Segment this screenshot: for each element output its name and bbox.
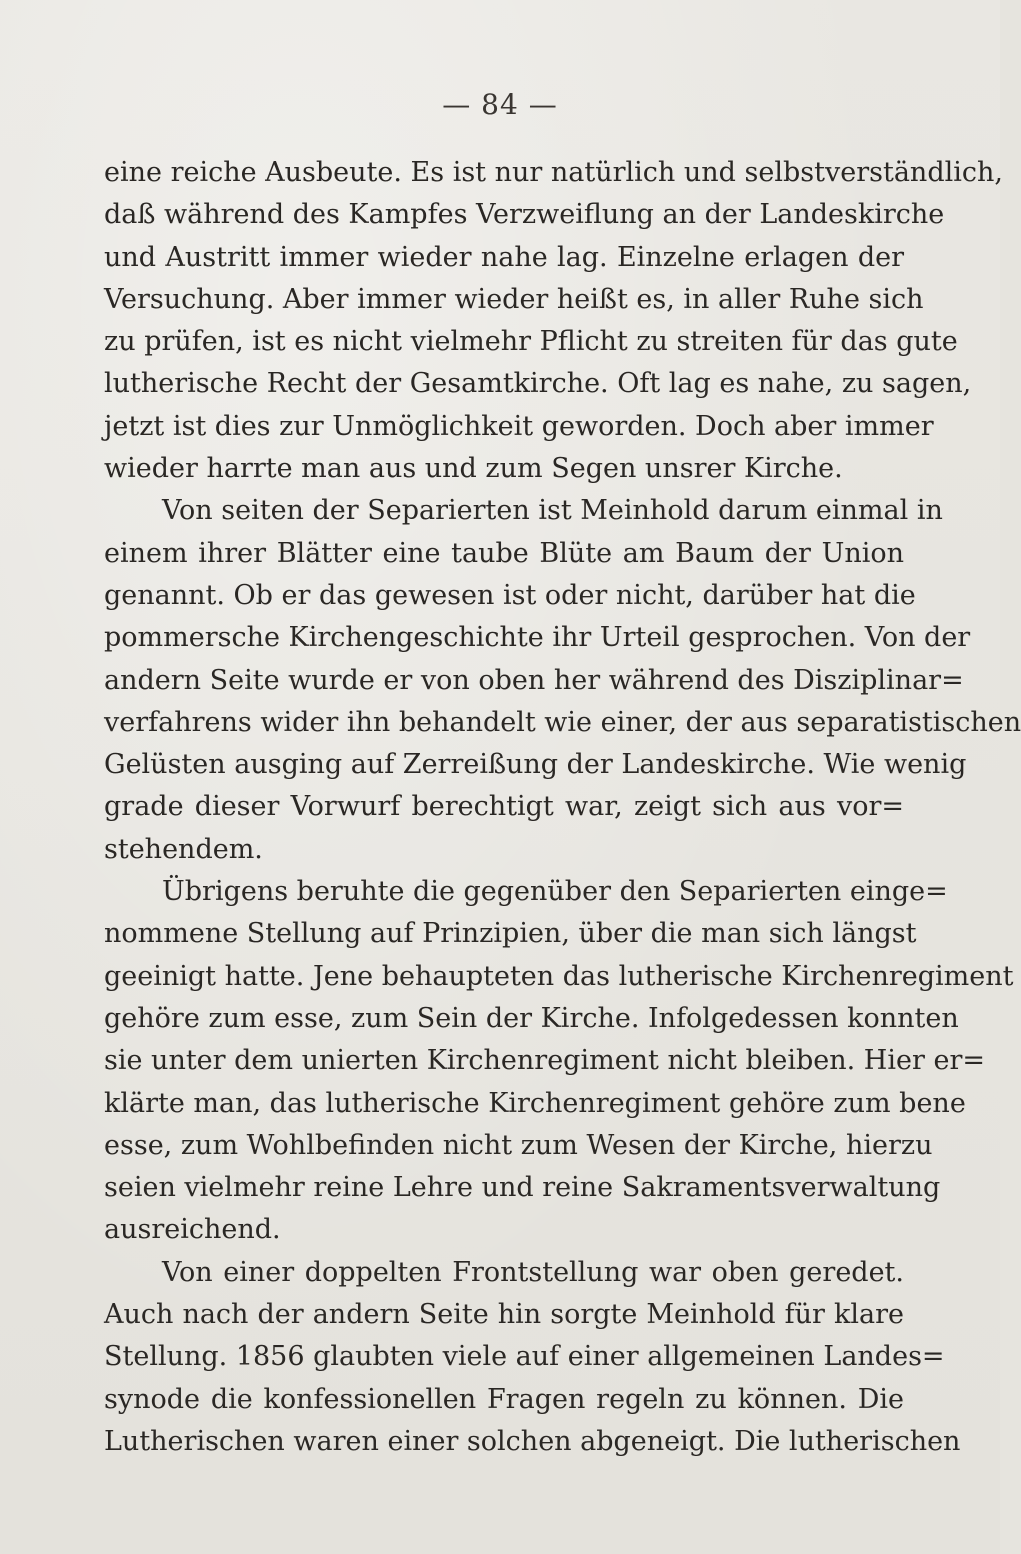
text-line: klärte man, das lutherische Kirchenregiment gehöre zum bene <box>104 1087 966 1119</box>
text-line: stehendem. <box>104 833 263 865</box>
text-line: Versuchung. Aber immer wieder heißt es, in aller Ruhe sich <box>104 283 924 315</box>
text-line: Von seiten der Separierten ist Meinhold darum einmal in <box>162 495 943 527</box>
text-line: Auch nach der andern Seite hin sorgte Meinhold für klare <box>104 1299 904 1331</box>
text-line: andern Seite wurde er von oben her während des Disziplinar= <box>104 664 964 696</box>
text-line: zu prüfen, ist es nicht vielmehr Pflicht zu streiten für das gute <box>104 326 958 358</box>
text-line: Von einer doppelten Frontstellung war oben geredet. <box>162 1256 904 1288</box>
text-line: verfahrens wider ihn behandelt wie einer, der aus separatistischen <box>104 706 1021 738</box>
text-line: Lutherischen waren einer solchen abgeneigt. Die lutherischen <box>104 1425 961 1457</box>
text-line: gehöre zum esse, zum Sein der Kirche. Infolgedessen konnten <box>104 1002 959 1034</box>
text-line: lutherische Recht der Gesamtkirche. Oft lag es nahe, zu sagen, <box>104 368 972 400</box>
text-line: einem ihrer Blätter eine taube Blüte am Baum der Union <box>104 537 904 569</box>
text-line: sie unter dem unierten Kirchenregiment nicht bleiben. Hier er= <box>104 1045 985 1077</box>
text-line: eine reiche Ausbeute. Es ist nur natürlich und selbstverständlich, <box>104 157 1003 188</box>
text-line: Gelüsten ausging auf Zerreißung der Landeskirche. Wie wenig <box>104 749 967 781</box>
text-line: Übrigens beruhte die gegenüber den Separierten einge= <box>162 876 948 908</box>
text-line: nommene Stellung auf Prinzipien, über die man sich längst <box>104 918 917 950</box>
text-line: wieder harrte man aus und zum Segen unsrer Kirche. <box>104 453 843 485</box>
text-line: grade dieser Vorwurf berechtigt war, zeigt sich aus vor= <box>104 791 904 823</box>
text-line: esse, zum Wohlbefinden nicht zum Wesen der Kirche, hierzu <box>104 1129 933 1161</box>
text-line: und Austritt immer wieder nahe lag. Einzelne erlagen der <box>104 241 904 273</box>
text-line: genannt. Ob er das gewesen ist oder nicht, darüber hat die <box>104 579 916 611</box>
text-line: daß während des Kampfes Verzweiflung an der Landeskirche <box>104 199 945 231</box>
text-line: jetzt ist dies zur Unmöglichkeit geworden. Doch aber immer <box>104 410 934 442</box>
body-text <box>104 152 1021 1463</box>
text-line: pommersche Kirchengeschichte ihr Urteil gesprochen. Von der <box>104 622 971 654</box>
text-line: Stellung. 1856 glaubten viele auf einer allgemeinen Landes= <box>104 1341 945 1373</box>
text-line: synode die konfessionellen Fragen regeln zu können. Die <box>104 1383 904 1415</box>
text-line: ausreichend. <box>104 1214 281 1246</box>
text-line: seien vielmehr reine Lehre und reine Sakramentsverwaltung <box>104 1172 941 1204</box>
page-number: — 84 — <box>442 88 558 121</box>
text-line: geeinigt hatte. Jene behaupteten das lutherische Kirchenregiment <box>104 960 1014 992</box>
